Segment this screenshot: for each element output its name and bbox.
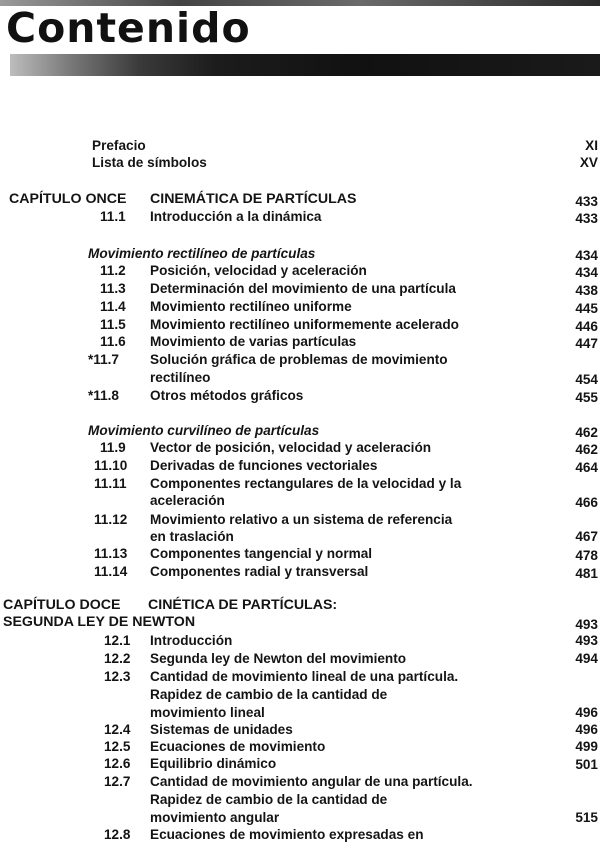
toc-entry-number: 11.13: [94, 546, 128, 561]
toc-entry-number: 11.1: [100, 209, 126, 224]
toc-entry-title: Introducción a la dinámica: [150, 209, 322, 224]
toc-entry-page: 481: [575, 566, 598, 581]
toc-entry-page: 501: [575, 757, 598, 772]
toc-entry-title: Cantidad de movimiento angular de una partícula.: [150, 774, 473, 789]
toc-entry-title: Solución gráfica de problemas de movimiento: [150, 352, 448, 367]
toc-front-label: Lista de símbolos: [92, 155, 207, 170]
toc-entry-title: Sistemas de unidades: [150, 722, 293, 737]
toc-entry-title-cont: Rapidez de cambio de la cantidad de: [150, 792, 388, 807]
toc-entry-page: 433: [575, 211, 598, 226]
toc-entry-page: 515: [575, 810, 598, 825]
chapter-title: CINEMÁTICA DE PARTÍCULAS: [150, 191, 357, 207]
toc-entry-page: 496: [575, 722, 598, 737]
toc-entry-page: 466: [575, 495, 598, 510]
section-page: 434: [575, 248, 598, 263]
toc-entry-page: 467: [575, 529, 598, 544]
toc-entry-title-cont: movimiento lineal: [150, 705, 265, 720]
toc-entry-page: 462: [575, 442, 598, 457]
toc-entry-title-cont: rectilíneo: [150, 370, 211, 385]
toc-entry-title: Movimiento rectilíneo uniformemente acelerado: [150, 317, 459, 332]
toc-entry-number: 12.4: [104, 722, 131, 737]
toc-front-page: XV: [579, 155, 598, 170]
toc-entry-title: Introducción: [150, 633, 233, 648]
chapter-label: CAPÍTULO DOCE: [3, 597, 121, 613]
chapter-title-cont: SEGUNDA LEY DE NEWTON: [3, 614, 196, 630]
chapter-page: 493: [575, 617, 598, 632]
toc-entry-title: Ecuaciones de movimiento expresadas en: [150, 827, 424, 842]
toc-entry-number: 11.4: [100, 299, 126, 314]
chapter-page: 433: [575, 194, 598, 209]
toc-entry-page: 445: [575, 301, 598, 316]
toc-entry-page: 446: [575, 319, 598, 334]
toc-entry-page: 493: [575, 633, 598, 648]
toc-entry-number: 12.1: [104, 633, 131, 648]
toc-front-label: Prefacio: [92, 138, 146, 153]
section-heading: Movimiento curvilíneo de partículas: [88, 423, 320, 438]
toc-entry-number: 11.11: [94, 476, 127, 491]
toc-entry-title-cont: en traslación: [150, 529, 234, 544]
toc-entry-number: 11.14: [94, 564, 128, 579]
toc-front-page: XI: [585, 138, 598, 153]
toc-entry-page: 478: [575, 548, 598, 563]
toc-entry-page: 494: [575, 651, 598, 666]
section-heading: Movimiento rectilíneo de partículas: [88, 246, 316, 261]
toc-entry-number: 11.12: [94, 512, 128, 527]
toc-entry-page: 447: [575, 336, 598, 351]
toc-entry-title: Movimiento relativo a un sistema de referencia: [150, 512, 453, 527]
toc-entry-title: Componentes rectangulares de la velocidad y la: [150, 476, 462, 491]
toc-entry-title-cont: aceleración: [150, 493, 225, 508]
toc-entry-title: Movimiento de varias partículas: [150, 334, 357, 349]
toc-entry-title: Otros métodos gráficos: [150, 388, 304, 403]
toc-entry-number: 11.10: [94, 458, 128, 473]
toc-entry-number: 11.6: [100, 334, 126, 349]
toc-entry-title: Componentes tangencial y normal: [150, 546, 373, 561]
toc-entry-title: Equilibrio dinámico: [150, 756, 277, 771]
page-title: Contenido: [6, 4, 251, 52]
chapter-title: CINÉTICA DE PARTÍCULAS:: [148, 597, 338, 613]
toc-entry-title-cont: movimiento angular: [150, 810, 280, 825]
toc-entry-number: 11.5: [100, 317, 126, 332]
toc-entry-page: 438: [575, 283, 598, 298]
toc-entry-page: 464: [575, 460, 598, 475]
toc-entry-title: Determinación del movimiento de una partícula: [150, 281, 456, 296]
toc-entry-title-cont: Rapidez de cambio de la cantidad de: [150, 687, 388, 702]
toc-entry-number: *11.7: [88, 352, 119, 367]
toc-entry-page: 499: [575, 739, 598, 754]
toc-entry-page: 454: [575, 372, 598, 387]
toc-entry-title: Ecuaciones de movimiento: [150, 739, 326, 754]
title-bar: [10, 54, 600, 76]
toc-entry-number: 12.3: [104, 669, 131, 684]
toc-entry-number: 12.8: [104, 827, 131, 842]
toc-entry-number: 11.2: [100, 263, 126, 278]
section-page: 462: [575, 425, 598, 440]
toc-entry-page: 434: [575, 265, 598, 280]
toc-entry-title: Movimiento rectilíneo uniforme: [150, 299, 352, 314]
toc-entry-title: Componentes radial y transversal: [150, 564, 369, 579]
toc-entry-number: 12.6: [104, 756, 131, 771]
toc-entry-title: Segunda ley de Newton del movimiento: [150, 651, 407, 666]
toc-entry-page: 455: [575, 390, 598, 405]
toc-entry-page: 496: [575, 705, 598, 720]
toc-entry-title: Posición, velocidad y aceleración: [150, 263, 367, 278]
toc-entry-number: 11.9: [100, 440, 126, 455]
toc-entry-number: 12.2: [104, 651, 131, 666]
toc-entry-title: Vector de posición, velocidad y aceleración: [150, 440, 432, 455]
toc-entry-title: Derivadas de funciones vectoriales: [150, 458, 378, 473]
toc-entry-title: Cantidad de movimiento lineal de una partícula.: [150, 669, 459, 684]
toc-entry-number: 12.5: [104, 739, 131, 754]
toc-entry-number: 11.3: [100, 281, 126, 296]
toc-entry-number: *11.8: [88, 388, 119, 403]
toc-entry-number: 12.7: [104, 774, 131, 789]
chapter-label: CAPÍTULO ONCE: [9, 191, 127, 207]
